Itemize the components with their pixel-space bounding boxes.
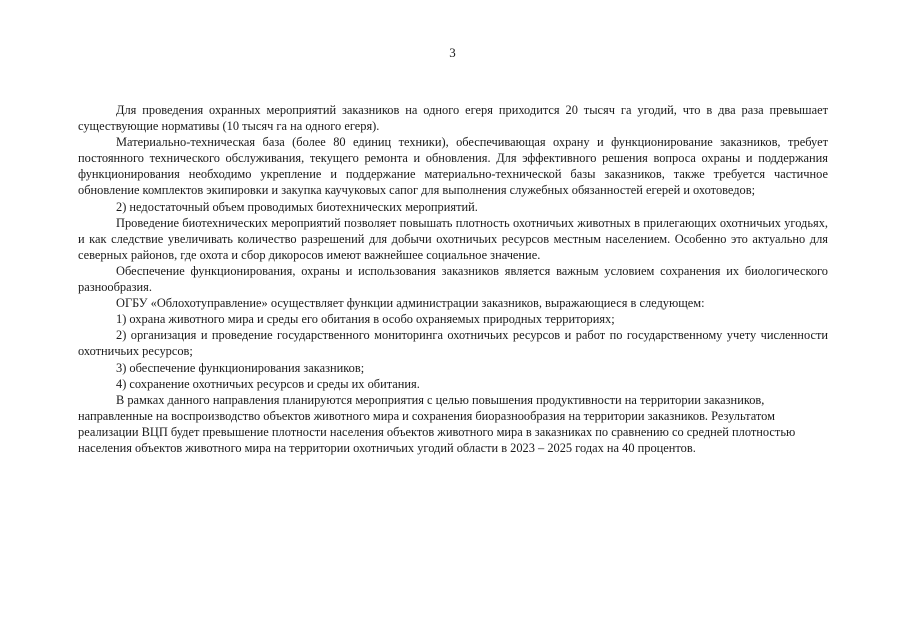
list-item-monitoring: 2) организация и проведение государственного мониторинга охотничьих ресурсов и работ по государственному учету численности охотничьих ресурсов; — [78, 328, 828, 359]
list-item-conservation: 4) сохранение охотничьих ресурсов и среды их обитания. — [116, 376, 420, 391]
paragraph-biotech-benefits: Проведение биотехнических мероприятий позволяет повышать плотность охотничьих животных в прилегающих охотничьих угодьях, и как следствие увеличивать количество разрешений для добычи охотничьих ресурсов местным населением. Особенно это актуально для северных районов, где охота и сбор дикоросов имеют важнейшее социальное значение. — [78, 215, 828, 262]
list-item-functioning: 3) обеспечение функционирования заказников; — [116, 360, 365, 375]
page-number: 3 — [449, 45, 456, 60]
document-body — [78, 102, 828, 456]
paragraph-ranger-coverage: Для проведения охранных мероприятий заказников на одного егеря приходится 20 тысяч га угодий, что в два раза превышает существующие нормативы (10 тысяч га на одного егеря). — [78, 103, 828, 134]
paragraph-material-base: Материально-техническая база (более 80 единиц техники), обеспечивающая охрану и функционирование заказников, требует постоянного технического обслуживания, текущего ремонта и обновления. Для эффективного решения вопроса охраны и поддержания функционирования необходимо укрепление и поддержание материально-технической базы заказников, также требуется частичное обновление комплектов экипировки и закупка каучуковых сапог для выполнения служебных обязанностей егерей и охотоведов; — [78, 135, 828, 198]
paragraph-biodiversity: Обеспечение функционирования, охраны и использования заказников является важным условием сохранения их биологического разнообразия. — [78, 263, 828, 295]
paragraph-planned-measures: В рамках данного направления планируются мероприятия с целью повышения продуктивности на территории заказников, направленные на воспроизводство объектов животного мира и сохранения биоразнообразия на территории заказников. Результатом реализации ВЦП будет превышение плотности населения объектов животного мира в заказниках по сравнению со средней плотностью населения объектов животного мира на территории охотничьих угодий области в 2023 – 2025 годах на 40 процентов. — [78, 392, 796, 455]
list-item-wildlife-protection: 1) охрана животного мира и среды его обитания в особо охраняемых природных территориях; — [116, 312, 615, 327]
paragraph-administration-functions: ОГБУ «Облохотуправление» осуществляет функции администрации заказников, выражающиеся в следующем: — [116, 296, 705, 311]
paragraph-biotech-insufficient: 2) недостаточный объем проводимых биотехнических мероприятий. — [116, 199, 478, 214]
